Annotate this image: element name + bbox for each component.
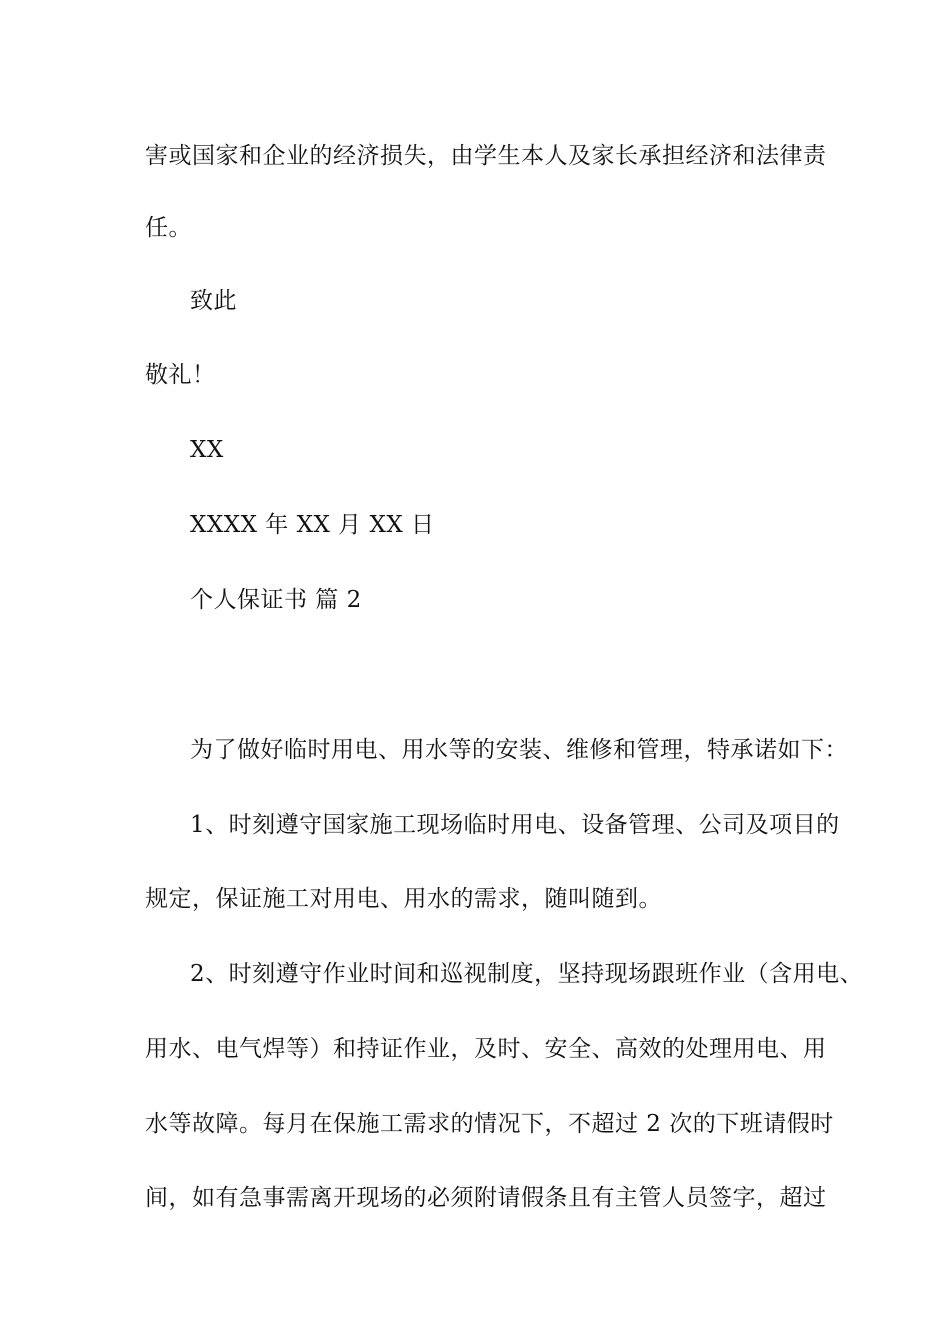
paragraph-line: 任。 bbox=[145, 215, 192, 241]
paragraph-line: 间，如有急事需离开现场的必须附请假条且有主管人员签字，超过 bbox=[145, 1185, 827, 1211]
closing: 敬礼！ bbox=[145, 362, 216, 388]
signature-name: XX bbox=[190, 437, 224, 463]
paragraph-line: 规定，保证施工对用电、用水的需求，随叫随到。 bbox=[145, 886, 662, 912]
paragraph-line: 用水、电气焊等）和持证作业，及时、安全、高效的处理用电、用 bbox=[145, 1036, 827, 1062]
paragraph-line: 害或国家和企业的经济损失，由学生本人及家长承担经济和法律责 bbox=[145, 143, 827, 169]
signature-date: XXXX 年 XX 月 XX 日 bbox=[190, 512, 435, 538]
paragraph-line: 水等故障。每月在保施工需求的情况下，不超过 2 次的下班请假时 bbox=[145, 1111, 834, 1137]
salutation: 致此 bbox=[190, 288, 237, 314]
paragraph-line: 1、时刻遵守国家施工现场临时用电、设备管理、公司及项目的 bbox=[190, 812, 840, 838]
paragraph-line: 为了做好临时用电、用水等的安装、维修和管理，特承诺如下： bbox=[190, 737, 848, 763]
section-title: 个人保证书 篇 2 bbox=[190, 587, 362, 613]
paragraph-line: 2、时刻遵守作业时间和巡视制度，坚持现场跟班作业（含用电、 bbox=[190, 961, 864, 987]
